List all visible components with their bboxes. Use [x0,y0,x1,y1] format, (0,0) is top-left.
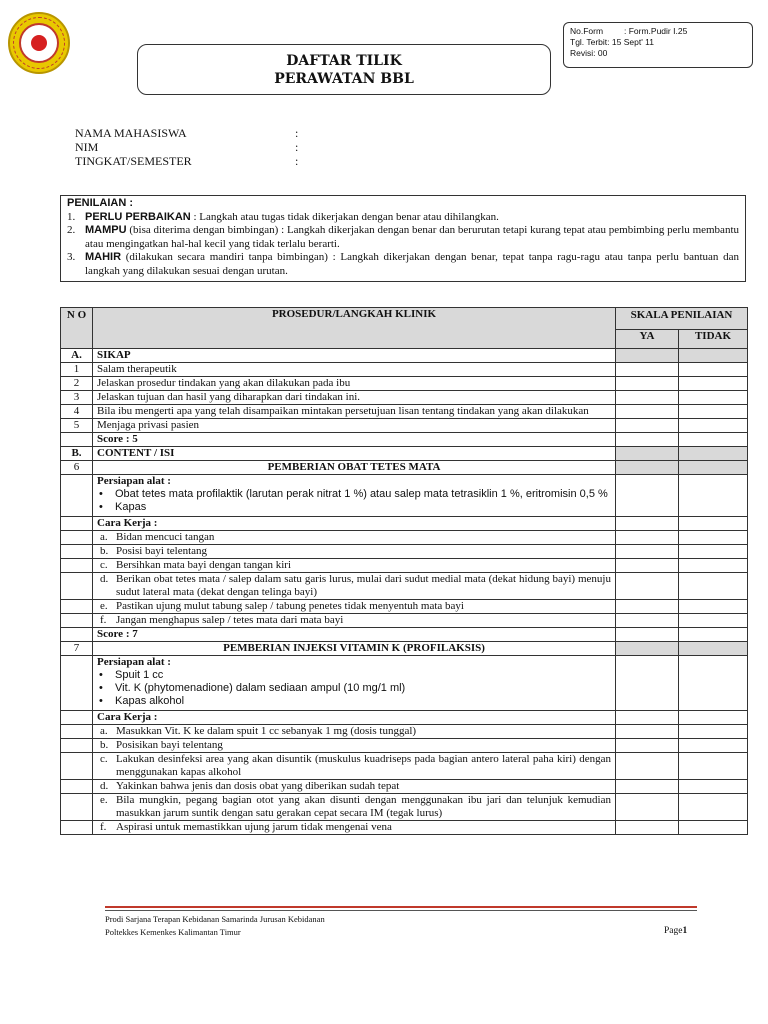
table-row: 4 Bila ibu mengerti apa yang telah disampaikan mintakan persetujuan lisan tentang tindakan yang akan dilakukan [61,405,748,419]
footer-divider [105,910,697,911]
equipment-row [61,656,748,711]
assessment-item: 3. MAHIR (dilakukan secara mandiri tanpa bimbingan) : Langkah dikerjakan dengan benar, tepat tanpa ragu-ragu atau tanpa perlu bantuan dan langkah yang dilakukan sesuai dengan urutan. [67,251,739,277]
checkbox-no[interactable] [679,475,748,517]
checkbox-no[interactable] [679,531,748,545]
equipment-item: • Obat tetes mata profilaktik (larutan perak nitrat 1 %) atau salep mata tetrasiklin 1 %, eritromisin 0,5 % [99,488,608,500]
identity-label-name: NAMA MAHASISWA [75,126,187,140]
table-row: b. Posisikan bayi telentang [61,739,748,753]
col-header-scale: SKALA PENILAIAN [616,308,748,330]
checkbox-yes[interactable] [616,614,679,628]
equipment-item: • Vit. K (phytomenadione) dalam sediaan ampul (10 mg/1 ml) [99,682,406,694]
checklist-table [60,307,748,835]
procedure-title-row: 6 PEMBERIAN OBAT TETES MATA [61,461,748,475]
identity-label-level: TINGKAT/SEMESTER [75,154,192,168]
table-row: 2 Jelaskan prosedur tindakan yang akan dilakukan pada ibu [61,377,748,391]
section-row: B. CONTENT / ISI [61,447,748,461]
form-revision: Revisi: 00 [570,48,608,58]
assessment-term: MAHIR [85,251,122,263]
footer-line-2: Poltekkes Kemenkes Kalimantan Timur [105,927,241,937]
footer-line-1: Prodi Sarjana Terapan Kebidanan Samarinda Jurusan Kebidanan [105,914,325,924]
form-publish-date: Tgl. Terbit: 15 Sept' 11 [570,37,654,47]
checkbox-no[interactable] [679,419,748,433]
table-row: a. Bidan mencuci tangan [61,531,748,545]
checkbox-no[interactable] [679,377,748,391]
equipment-label: Persiapan alat : [97,656,171,668]
table-row: d. Berikan obat tetes mata / salep dalam satu garis lurus, mulai dari sudut medial mata (dekat hidung bayi) menuju sudut lateral mata (dekat dengan telinga bayi) [61,573,748,600]
checkbox-yes[interactable] [616,391,679,405]
score-row: Score : 5 [61,433,748,447]
section-row: A. SIKAP [61,349,748,363]
identity-sep: : [295,126,299,140]
table-row: 3 Jelaskan tujuan dan hasil yang diharapkan dari tindakan ini. [61,391,748,405]
table-row: b. Posisi bayi telentang [61,545,748,559]
assessment-item: 1. PERLU PERBAIKAN : Langkah atau tugas tidak dikerjakan dengan benar atau dihilangkan. [67,210,499,223]
equipment-item: • Spuit 1 cc [99,669,164,681]
identity-sep: : [295,140,299,154]
checkbox-no[interactable] [679,405,748,419]
score-cell-no [679,349,748,363]
checkbox-no[interactable] [679,725,748,739]
checkbox-yes[interactable] [616,656,679,711]
logo-core [31,35,47,51]
checkbox-yes[interactable] [616,377,679,391]
checkbox-no[interactable] [679,391,748,405]
col-header-no: N O [61,308,93,349]
checkbox-no[interactable] [679,363,748,377]
checkbox-yes[interactable] [616,545,679,559]
checkbox-yes[interactable] [616,600,679,614]
equipment-item: • Kapas [99,501,147,513]
table-row: e. Pastikan ujung mulut tabung salep / tabung penetes tidak menyentuh mata bayi [61,600,748,614]
work-steps-label-row: Cara Kerja : [61,711,748,725]
col-header-procedure: PROSEDUR/LANGKAH KLINIK [93,308,616,349]
page-number: Page1 [664,926,688,936]
table-row: f. Jangan menghapus salep / tetes mata dari mata bayi [61,614,748,628]
checkbox-no[interactable] [679,559,748,573]
table-row: 5 Menjaga privasi pasien [61,419,748,433]
institution-logo [8,12,70,74]
form-number-label: No.Form [570,26,604,36]
equipment-row [61,475,748,517]
checkbox-yes[interactable] [616,821,679,835]
checkbox-yes[interactable] [616,363,679,377]
title-line-1: DAFTAR TILIK [286,53,402,69]
checkbox-yes[interactable] [616,739,679,753]
checkbox-yes[interactable] [616,405,679,419]
form-number-value: : Form.Pudir I.25 [624,26,688,36]
checkbox-no[interactable] [679,794,748,821]
table-row: d. Yakinkan bahwa jenis dan dosis obat yang diberikan sudah tepat [61,780,748,794]
table-row: a. Masukkan Vit. K ke dalam spuit 1 cc sebanyak 1 mg (dosis tunggal) [61,725,748,739]
checkbox-yes[interactable] [616,725,679,739]
table-row: c. Lakukan desinfeksi area yang akan disuntik (muskulus kuadriseps pada bagian antero lateral paha kiri) dengan menggunakan kapas alkohol [61,753,748,780]
procedure-title-row: 7 PEMBERIAN INJEKSI VITAMIN K (PROFILAKSIS) [61,642,748,656]
checkbox-no[interactable] [679,780,748,794]
assessment-term: PERLU PERBAIKAN [85,210,191,223]
title-line-2: PERAWATAN BBL [274,71,414,87]
checkbox-yes[interactable] [616,531,679,545]
checkbox-no[interactable] [679,656,748,711]
equipment-label: Persiapan alat : [97,475,171,487]
footer-divider-red [105,906,697,908]
table-row: c. Bersihkan mata bayi dengan tangan kiri [61,559,748,573]
footer-institution [105,913,325,939]
checkbox-no[interactable] [679,600,748,614]
score-row: Score : 7 [61,628,748,642]
identity-sep: : [295,154,299,168]
assessment-heading: PENILAIAN : [67,197,133,209]
checkbox-yes[interactable] [616,780,679,794]
score-cell-yes [616,349,679,363]
col-header-no-answer: TIDAK [679,329,748,348]
equipment-item: • Kapas alkohol [99,695,185,707]
checkbox-yes[interactable] [616,753,679,780]
student-identity [75,126,298,168]
table-row: e. Bila mungkin, pegang bagian otot yang akan disunti dengan menggunakan ibu jari dan telunjuk kemudian masukkan jarum suntik dengan satu gerakan cepat secara IM (tegak lurus) [61,794,748,821]
identity-label-nim: NIM [75,140,99,154]
checkbox-no[interactable] [679,821,748,835]
assessment-term: MAMPU [85,224,127,236]
checkbox-yes[interactable] [616,794,679,821]
logo-emblem [19,23,59,63]
table-row: f. Aspirasi untuk memastikkan ujung jarum tidak mengenai vena [61,821,748,835]
checkbox-no[interactable] [679,753,748,780]
assessment-item: 2. MAMPU (bisa diterima dengan bimbingan) : Langkah dikerjakan dengan benar dan berurutan tetapi kurang tepat atau pembimbing perlu membantu atau mengingatkan hal-hal kecil yang tidak terlalu berarti. [67,224,739,250]
work-steps-label-row: Cara Kerja : [61,517,748,531]
table-row: 1 Salam therapeutik [61,363,748,377]
assessment-legend [60,195,746,282]
checkbox-yes[interactable] [616,475,679,517]
checkbox-yes[interactable] [616,419,679,433]
checkbox-no[interactable] [679,545,748,559]
checkbox-yes[interactable] [616,573,679,600]
form-info-box [563,22,753,68]
document-title-box [137,44,551,95]
col-header-yes: YA [616,329,679,348]
checkbox-no[interactable] [679,739,748,753]
checkbox-no[interactable] [679,614,748,628]
checkbox-no[interactable] [679,573,748,600]
checkbox-yes[interactable] [616,559,679,573]
